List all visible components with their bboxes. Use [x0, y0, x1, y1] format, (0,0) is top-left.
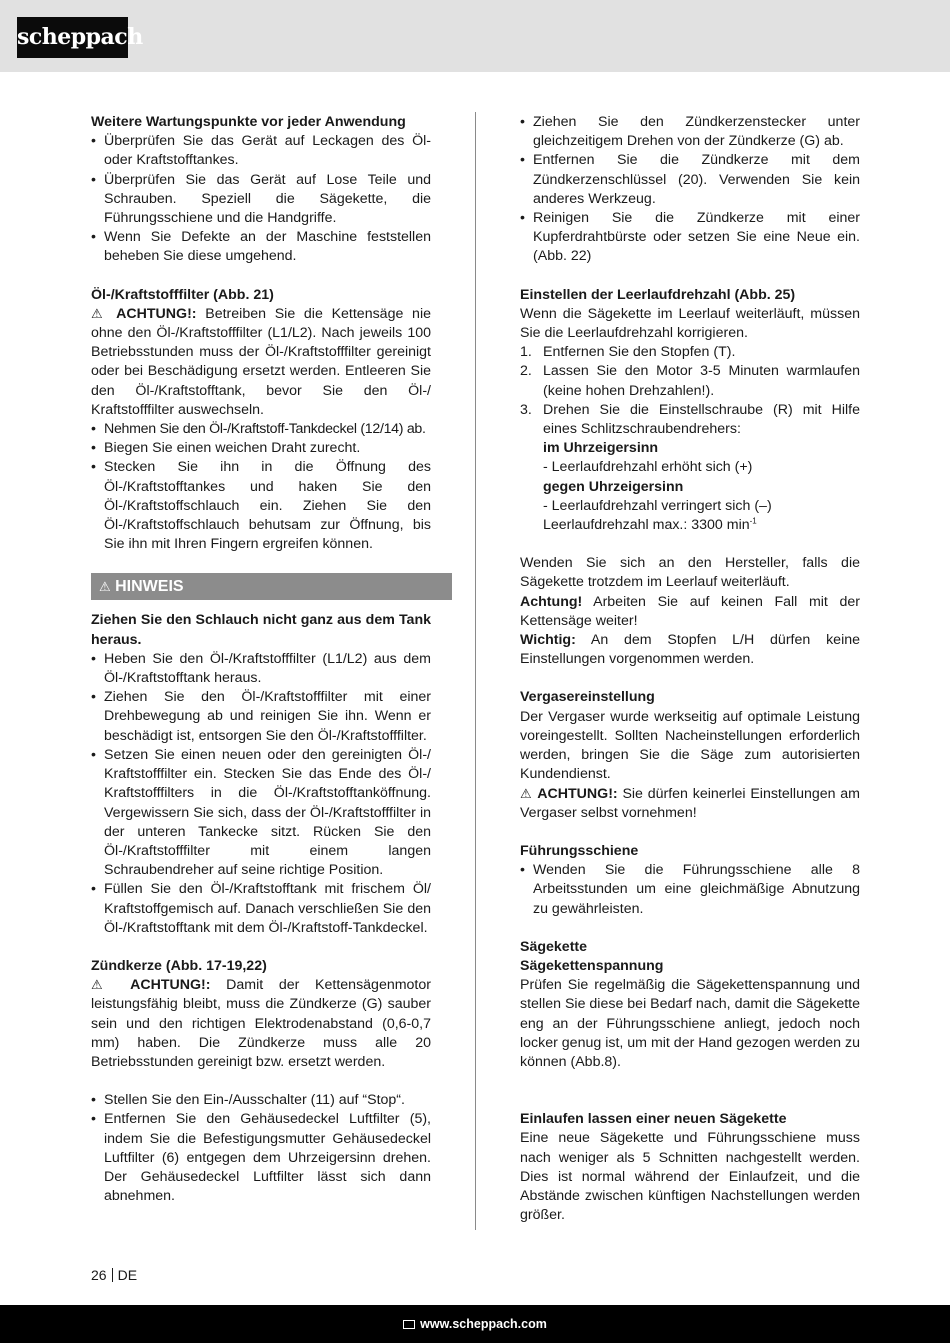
note-list — [91, 650, 431, 938]
left-column — [91, 113, 431, 1206]
subsection-title: Sägekettenspannung — [520, 957, 664, 974]
note-banner — [91, 573, 452, 600]
list-item: • Überprüfen Sie das Gerät auf Lose Teile und Schrauben. Speziell die Sägekette, die Führungsschiene und die Handgriffe. — [91, 171, 431, 229]
achtung-paragraph: Achtung! Arbeiten Sie auf keinen Fall mit der Kettensäge weiter! — [520, 593, 860, 629]
paragraph: Eine neue Sägekette und Führungsschiene muss nach weniger als 5 Schnitten nachgestellt werden. Dies ist normal während der Einlaufzeit, und die Abstände zwischen künftigen Nachstellungen werden größer. — [520, 1130, 860, 1224]
list-item: • Reinigen Sie die Zündkerze mit einer Kupferdrahtbürste oder setzen Sie eine Neue ein. (Abb. 22) — [520, 209, 860, 267]
warning-triangle-icon: ⚠ — [520, 786, 533, 802]
note-title: HINWEIS — [115, 578, 184, 596]
section-title: Einlaufen lassen einer neuen Sägekette — [520, 1111, 787, 1128]
section-title: Einstellen der Leerlaufdrehzahl (Abb. 25) — [520, 286, 796, 303]
list-item: • Überprüfen Sie das Gerät auf Leckagen des Öl- oder Kraftstofftankes. — [91, 132, 431, 170]
maintenance-list — [91, 132, 431, 266]
step-item: 3. Drehen Sie die Einstellschraube (R) mit Hilfe eines Schlitzschraubendrehers: — [520, 401, 860, 438]
website-link[interactable]: www.scheppach.com — [420, 1317, 547, 1331]
monitor-icon — [403, 1320, 415, 1329]
warning-label: ACHTUNG!: — [116, 305, 197, 322]
section-title: Öl-/Kraftstofffilter (Abb. 21) — [91, 286, 274, 303]
list-item: • Ziehen Sie den Öl-/Kraftstofffilter mit einer Drehbewegung ab und reinigen Sie ihn. Wenn er beschädigt ist, entsorgen Sie den Öl-/Kraftstofffilter. — [91, 688, 431, 746]
note-lead: Ziehen Sie den Schlauch nicht ganz aus dem Tank heraus. — [91, 612, 431, 648]
paragraph: Prüfen Sie regelmäßig die Sägekettenspannung und stellen Sie diese bei Bedarf nach, damit die Sägekette eng an der Führungsschiene anliegt, jedoch noch locker genug ist, um mit der Hand gezogen werden zu können (Abb.8). — [520, 977, 860, 1070]
spark-plug-list — [91, 1091, 431, 1206]
clockwise-label: im Uhrzeigersinn — [543, 440, 659, 457]
list-item: • Wenden Sie die Führungsschiene alle 8 Arbeitsstunden um eine gleichmäßige Abnutzung zu gewährleisten. — [520, 861, 860, 919]
list-item: • Entfernen Sie die Zündkerze mit dem Zündkerzenschlüssel (20). Verwenden Sie kein anderes Werkzeug. — [520, 151, 860, 209]
page-number: 26 DE — [91, 1267, 138, 1283]
section-title: Sägekette — [520, 938, 588, 955]
idle-adjust-details — [520, 439, 860, 535]
section-title: Vergasereinstellung — [520, 689, 655, 706]
paragraph: Wenden Sie sich an den Hersteller, falls die Sägekette trotzdem im Leerlauf weiterläuft. — [520, 555, 860, 591]
section-title: Weitere Wartungspunkte vor jeder Anwendung — [91, 114, 406, 130]
warning-triangle-icon: ⚠ — [99, 580, 111, 596]
list-item: • Wenn Sie Defekte an der Maschine feststellen beheben Sie diese umgehend. — [91, 228, 431, 266]
warning-text: Damit der Kettensägenmotor leistungsfähig bleibt, muss die Zündkerze (G) sauber sein und den richtigen Elektrodenabstand (0,6-0,7 mm) haben. Die Zündkerze muss alle 20 Betriebsstunden gereinigt bzw. ersetzt werden. — [91, 977, 431, 1070]
warning-text: Betreiben Sie die Kettensäge nie ohne den Öl-/Kraftstofffilter (L1/L2). Nach jeweils 100 Betriebsstunden muss der Öl-/Kraftstofffilter gereinigt oder bei Beschädigung ersetzt werden. Entleeren Sie den Öl-/Kraftstofftank, bevor Sie den Öl-/ Kraftstofffilter auswechseln. — [91, 305, 431, 418]
warning-triangle-icon: ⚠ — [91, 306, 108, 322]
max-speed: Leerlaufdrehzahl max.: 3300 $\min^{-1}$ — [543, 516, 757, 534]
brand-logo: scheppach — [17, 17, 128, 58]
bar-list — [520, 861, 860, 919]
list-item: • Stecken Sie ihn in die Öffnung des Öl-/Kraftstofftankes und haken Sie den Öl-/Kraftstoffschlauch ein. Ziehen Sie den Öl-/Kraftstoffschlauch behutsam zur Öffnung, bis Sie ihn mit Ihren Fingern ergreifen können. — [91, 458, 431, 554]
warning-paragraph — [91, 305, 431, 420]
step-item: 1. Entfernen Sie den Stopfen (T). — [520, 344, 736, 361]
warning-paragraph — [91, 976, 431, 1072]
list-item: • Biegen Sie einen weichen Draht zurecht. — [91, 439, 431, 458]
column-divider — [475, 112, 476, 1230]
section-title: Führungsschiene — [520, 842, 639, 859]
list-item: • Heben Sie den Öl-/Kraftstofffilter (L1/L2) aus dem Öl-/Kraftstofftank heraus. — [91, 650, 431, 688]
list-item: • Füllen Sie den Öl-/Kraftstofftank mit frischem Öl/ Kraftstoffgemisch auf. Danach verschließen Sie den Öl-/Kraftstofftank mit dem Öl-/Kraftstoff-Tankdeckel. — [91, 880, 431, 938]
list-item: • Nehmen Sie den Öl-/Kraftstoff-Tankdeckel (12/14) ab. — [91, 420, 431, 439]
list-item: • Ziehen Sie den Zündkerzenstecker unter gleichzeitigem Drehen von der Zündkerze (G) ab. — [520, 113, 860, 151]
right-column — [520, 113, 860, 1225]
warning-label: ACHTUNG!: — [130, 977, 211, 994]
footer-bar — [0, 1305, 950, 1343]
spark-plug-list-cont — [520, 113, 860, 267]
filter-list — [91, 420, 431, 554]
wichtig-paragraph: Wichtig: An dem Stopfen L/H dürfen keine Einstellungen vorgenommen werden. — [520, 632, 860, 668]
counterclockwise-label: gegen Uhrzeigersinn — [543, 478, 684, 495]
list-item: • Stellen Sie den Ein-/Ausschalter (11) auf “Stop“. — [91, 1091, 431, 1110]
idle-steps — [520, 343, 860, 439]
warning-paragraph: ⚠ ACHTUNG!: Sie dürfen keinerlei Einstellungen am Vergaser selbst vornehmen! — [520, 785, 860, 821]
list-item: • Setzen Sie einen neuen oder den gereinigten Öl-/ Kraftstofffilter ein. Stecken Sie das Ende des Öl-/ Kraftstofffilters in die Öl-/Kraftstofftanköffnung. Vergewissern Sie sich, dass der Öl-/Kraftstofffilter in der unteren Tankecke sitzt. Rücken Sie den Öl-/Kraftstofffilter mit einem langen Schraubendreher auf seine richtige Position. — [91, 746, 431, 880]
warning-triangle-icon: ⚠ — [91, 978, 115, 994]
counterclockwise-text: - Leerlaufdrehzahl verringert sich (–) — [543, 497, 772, 514]
clockwise-text: - Leerlaufdrehzahl erhöht sich (+) — [543, 459, 753, 476]
paragraph: Wenn die Sägekette im Leerlauf weiterläuft, müssen Sie die Leerlaufdrehzahl korrigieren. — [520, 305, 860, 342]
paragraph: Der Vergaser wurde werkseitig auf optimale Leistung voreingestellt. Sollten Nacheinstellungen erforderlich werden, bringen Sie die Säge zum autorisierten Kundendienst. — [520, 708, 860, 783]
section-title: Zündkerze (Abb. 17-19,22) — [91, 957, 267, 974]
step-item: 2. Lassen Sie den Motor 3-5 Minuten warmlaufen (keine hohen Drehzahlen!). — [520, 363, 860, 399]
list-item: • Entfernen Sie den Gehäusedeckel Luftfilter (5), indem Sie die Befestigungsmutter Gehäusedeckel Luftfilter (6) entgegen dem Uhrzeigersinn drehen. Der Gehäusedeckel Luftfilter lässt sich dann abnehmen. — [91, 1110, 431, 1206]
